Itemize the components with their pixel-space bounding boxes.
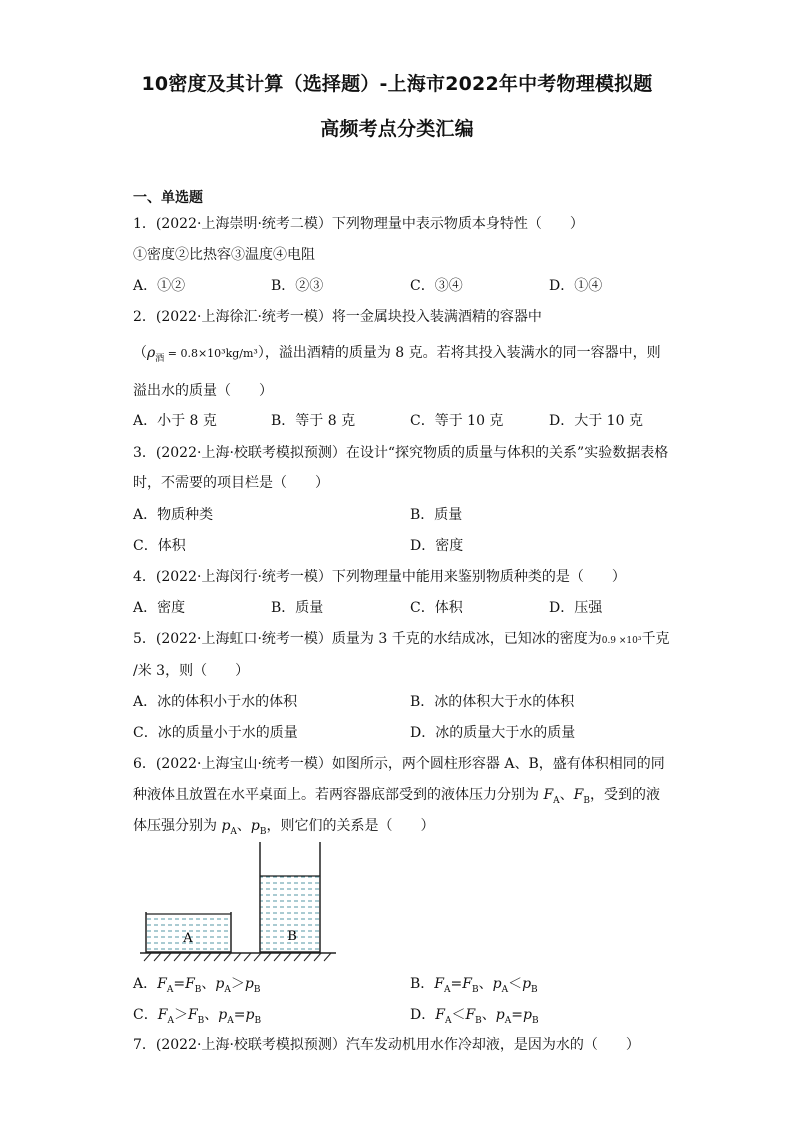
- sub-b: B: [531, 1015, 539, 1026]
- q5-line2: /米 3，则（ ）: [133, 663, 250, 679]
- document-title: 10密度及其计算（选择题）-上海市2022年中考物理模拟题: [141, 73, 653, 95]
- pressure-symbol: p: [245, 1007, 255, 1023]
- q5-option-b: B．冰的体积大于水的体积: [410, 694, 575, 710]
- sub-b: B: [475, 1015, 482, 1026]
- separator: 、: [478, 976, 493, 992]
- label-b: B: [287, 929, 297, 944]
- force-symbol: F: [157, 1007, 168, 1023]
- rho-symbol: ρ: [147, 345, 156, 361]
- q6-option-b: [410, 973, 538, 995]
- force-symbol: F: [465, 1007, 476, 1023]
- sub-b: B: [531, 984, 538, 995]
- sub-b: B: [583, 795, 591, 806]
- q6-option-a: [133, 973, 260, 995]
- q2-stem: 2．(2022·上海徐汇·统考一模）将一金属块投入装满酒精的容器中: [133, 309, 542, 325]
- option-letter: D．: [410, 1007, 436, 1023]
- q5-stem: [133, 628, 670, 648]
- force-symbol: F: [185, 976, 195, 992]
- q2-option-c: C．等于 10 克: [410, 413, 504, 429]
- pressure-symbol: p: [244, 976, 254, 992]
- q5-option-d: D．冰的质量大于水的质量: [410, 725, 576, 741]
- q3-option-a: A．物质种类: [133, 507, 214, 523]
- q6-line2-text: 种液体且放置在水平桌面上。若两容器底部受到的液体压力分别为: [133, 787, 544, 803]
- separator: 、: [201, 976, 216, 992]
- option-letter: C．: [133, 1007, 158, 1023]
- q6-stem: 6．(2022·上海宝山·统考一模）如图所示，两个圆柱形容器 A、B，盛有体积相同的同: [133, 756, 665, 772]
- separator: 、: [204, 1007, 219, 1023]
- q1-option-a: A．①②: [133, 278, 186, 294]
- pressure-symbol: p: [492, 976, 502, 992]
- q2-line2-text: ），溢出酒精的质量为 8 克。若将其投入装满水的同一容器中，则: [257, 345, 661, 361]
- sub-b: B: [194, 984, 202, 995]
- q2-line3: 溢出水的质量（ ）: [133, 383, 273, 399]
- q6-line3-tail: ，则它们的关系是（ ）: [266, 818, 435, 834]
- relation: =: [450, 976, 463, 992]
- rho-subscript: 酒: [155, 353, 165, 364]
- q2-paren-open: （: [133, 345, 147, 361]
- q3-line2: 时，不需要的项目栏是（ ）: [133, 475, 329, 491]
- relation: =: [511, 1007, 523, 1023]
- sub-a: A: [166, 984, 174, 995]
- q2-line2: [133, 342, 661, 364]
- relation: ＞: [230, 976, 245, 992]
- relation: ＜: [508, 976, 523, 992]
- sub-b: B: [253, 984, 261, 995]
- q3-stem: 3．(2022·上海·校联考模拟预测）在设计“探究物质的质量与体积的关系”实验数据表格: [133, 445, 669, 461]
- q2-option-b: B．等于 8 克: [271, 413, 356, 429]
- force-symbol: F: [462, 976, 472, 992]
- pressure-symbol: p: [218, 1007, 228, 1023]
- q5-ice-density: 0.9 ×10³: [601, 636, 642, 646]
- relation: =: [233, 1007, 246, 1023]
- sub-b: B: [197, 1015, 205, 1026]
- q7-stem: 7．(2022·上海·校联考模拟预测）汽车发动机用水作冷却液，是因为水的（ ）: [133, 1037, 640, 1053]
- q6-line3: [133, 815, 435, 837]
- sub-a: A: [444, 984, 451, 995]
- q1-option-b: B．②③: [271, 278, 324, 294]
- sub-a: A: [224, 984, 231, 995]
- q5-option-a: A．冰的体积小于水的体积: [133, 694, 298, 710]
- sub-b: B: [471, 984, 479, 995]
- q5-stem-text: 5．(2022·上海虹口·统考一模）质量为 3 千克的水结成冰，已知冰的密度为: [133, 631, 602, 647]
- pressure-symbol: p: [523, 1007, 532, 1023]
- option-letter: A．: [133, 976, 158, 992]
- sub-a: A: [444, 1015, 452, 1026]
- sub-a: A: [553, 795, 560, 806]
- q2-option-d: D．大于 10 克: [549, 413, 643, 429]
- pressure-symbol: p: [495, 1007, 505, 1023]
- q1-stem: 1．(2022·上海崇明·统考二模）下列物理量中表示物质本身特性（ ）: [133, 216, 584, 232]
- relation: =: [173, 976, 186, 992]
- q1-option-c: C．③④: [410, 278, 463, 294]
- force-symbol: F: [573, 787, 584, 803]
- rho-value: = 0.8×10³kg/m³: [164, 347, 258, 360]
- table-surface: [140, 953, 336, 961]
- q4-option-d: D．压强: [549, 600, 603, 616]
- sub-b: B: [259, 826, 267, 837]
- q4-stem: 4．(2022·上海闵行·统考一模）下列物理量中能用来鉴别物质种类的是（ ）: [133, 569, 626, 585]
- q4-option-c: C．体积: [410, 600, 463, 616]
- sub-a: A: [501, 984, 509, 995]
- q3-option-b: B．质量: [410, 507, 463, 523]
- q3-option-c: C．体积: [133, 538, 186, 554]
- q6-line2-tail: ，受到的液: [590, 787, 661, 803]
- sub-a: A: [230, 826, 237, 837]
- separator: 、: [559, 787, 574, 803]
- q6-option-d: [410, 1004, 539, 1026]
- container-a: [146, 912, 231, 952]
- pressure-symbol: p: [522, 976, 532, 992]
- force-symbol: F: [543, 787, 554, 803]
- q6-option-c: [133, 1004, 261, 1026]
- q5-option-c: C．冰的质量小于水的质量: [133, 725, 298, 741]
- q1-items: ①密度②比热容③温度④电阻: [133, 247, 315, 263]
- sub-a: A: [504, 1015, 512, 1026]
- document-subtitle: 高频考点分类汇编: [320, 118, 474, 140]
- force-symbol: F: [157, 976, 167, 992]
- section-heading: 一、单选题: [133, 190, 203, 206]
- sub-a: A: [227, 1015, 234, 1026]
- q5-unit: 千克: [641, 631, 670, 647]
- label-a: A: [183, 931, 193, 946]
- q1-option-d: D．①④: [549, 278, 603, 294]
- q6-line2: [133, 784, 660, 806]
- sub-a: A: [167, 1015, 174, 1026]
- q4-option-b: B．质量: [271, 600, 324, 616]
- q3-option-d: D．密度: [410, 538, 464, 554]
- sub-b: B: [254, 1015, 262, 1026]
- q6-line3-text: 体压强分别为: [133, 818, 222, 834]
- relation: ＜: [451, 1007, 466, 1023]
- force-symbol: F: [434, 976, 445, 992]
- option-letter: B．: [410, 976, 435, 992]
- containers-figure: [140, 838, 340, 963]
- relation: ＞: [173, 1007, 188, 1023]
- container-b: [260, 842, 320, 952]
- pressure-symbol: p: [215, 976, 225, 992]
- force-symbol: F: [187, 1007, 198, 1023]
- separator: 、: [481, 1007, 496, 1023]
- force-symbol: F: [435, 1007, 445, 1023]
- q2-option-a: A．小于 8 克: [133, 413, 217, 429]
- separator: 、: [236, 818, 251, 834]
- pressure-symbol: p: [221, 818, 231, 834]
- q4-option-a: A．密度: [133, 600, 186, 616]
- pressure-symbol: p: [250, 818, 260, 834]
